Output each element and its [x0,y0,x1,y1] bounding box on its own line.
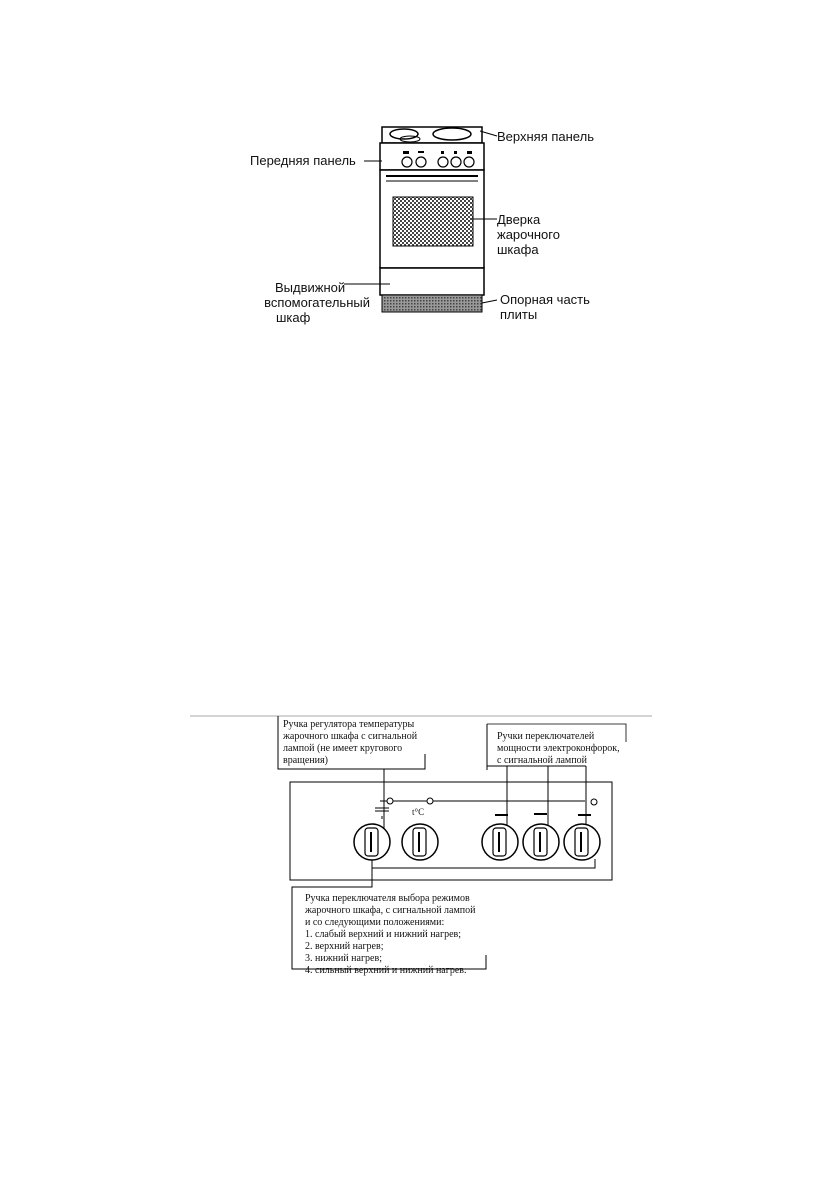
knob-burner-3 [564,824,600,860]
label-drawer: Выдвижной вспомогательный шкаф [264,280,370,325]
label-oven-door: Дверка жарочного шкафа [497,212,560,257]
label-front-panel: Передняя панель [250,153,356,168]
knob-burner-1 [482,824,518,860]
knob-mode-selector [354,824,390,860]
lamp-3 [591,799,597,805]
label-base: Опорная часть плиты [500,292,590,322]
lamp-1 [387,798,393,804]
note-mode-knob: Ручка переключателя выбора режимов жарочного шкафа, с сигнальной лампой и со следующими положениями: 1. слабый верхний и нижний нагрев; 2. верхний нагрев; 3. нижний нагрев; 4. сильный верхний и нижний нагрев. [305,893,476,976]
note-burner-knobs: Ручки переключателей мощности электроконфорок, с сигнальной лампой [497,731,620,766]
note-temperature-knob: Ручка регулятора температуры жарочного шкафа с сигнальной лампой (не имеет кругового вращения) [283,719,418,766]
lamp-2 [427,798,433,804]
label-top-panel: Верхняя панель [497,129,594,144]
knob-temperature [402,824,438,860]
temperature-symbol: t°C [412,807,425,817]
control-panel [290,782,612,880]
knob-burner-2 [523,824,559,860]
